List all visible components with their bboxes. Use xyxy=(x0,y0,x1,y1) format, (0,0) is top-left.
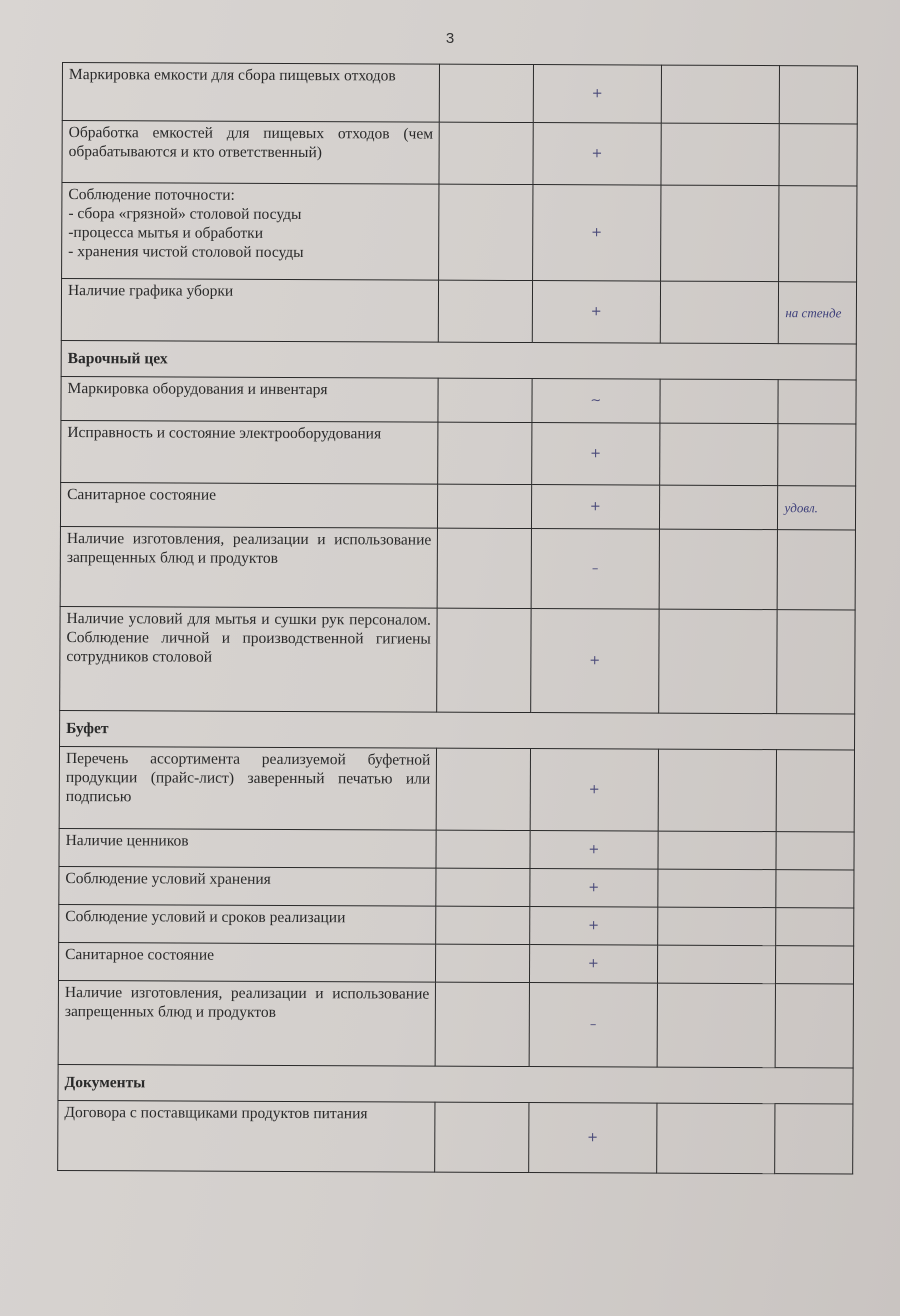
handwritten-note xyxy=(776,832,854,870)
check-mark: + xyxy=(533,123,661,186)
cell-empty xyxy=(435,982,529,1066)
cell-empty xyxy=(658,749,777,832)
cell-empty xyxy=(656,1103,775,1174)
cell-empty xyxy=(660,281,779,344)
table-row xyxy=(59,828,854,869)
item-text: Санитарное состояние xyxy=(58,942,436,982)
check-mark: + xyxy=(529,945,657,984)
cell-empty xyxy=(435,1102,529,1172)
check-mark: + xyxy=(532,423,660,486)
section-title: Буфет xyxy=(60,710,855,749)
table-row xyxy=(60,526,855,609)
check-mark: + xyxy=(533,65,661,124)
cell-empty xyxy=(439,122,533,184)
table-row xyxy=(61,279,856,344)
cell-empty xyxy=(658,831,777,870)
check-mark: + xyxy=(531,485,659,530)
table-row xyxy=(59,904,854,945)
cell-empty xyxy=(436,944,530,982)
item-text: Соблюдение условий хранения xyxy=(59,866,437,906)
item-text: Соблюдение поточности: - сбора «грязной» столовой посуды -процесса мытья и обработки - хранения чистой столовой посуды xyxy=(62,183,440,281)
handwritten-note: удовл. xyxy=(778,486,856,530)
table-row xyxy=(62,183,857,282)
item-text: Соблюдение условий и сроков реализации xyxy=(59,904,437,944)
item-text: Наличие изготовления, реализации и использование запрещенных блюд и продуктов xyxy=(58,980,436,1066)
cell-empty xyxy=(657,907,776,946)
item-text: Исправность и состояние электрооборудования xyxy=(61,420,439,484)
handwritten-note xyxy=(776,946,854,984)
cell-empty xyxy=(438,484,532,528)
cell-empty xyxy=(658,609,777,714)
cell-empty xyxy=(440,64,534,122)
table-row xyxy=(58,980,853,1067)
table-row xyxy=(60,482,855,529)
page-number: 3 xyxy=(445,30,455,47)
item-text: Наличие графика уборки xyxy=(61,279,439,343)
inspection-table xyxy=(57,62,858,1174)
cell-empty xyxy=(661,65,780,124)
check-mark: + xyxy=(531,609,659,714)
check-mark: + xyxy=(530,907,658,946)
table-row xyxy=(58,942,853,983)
table-row xyxy=(62,63,857,124)
item-text: Наличие условий для мытья и сушки рук персоналом. Соблюдение личной и производственной гигиены сотрудников столовой xyxy=(60,606,438,712)
cell-empty xyxy=(661,123,780,186)
check-mark: + xyxy=(530,831,658,870)
cell-empty xyxy=(436,830,530,868)
item-text: Обработка емкостей для пищевых отходов (чем обрабатываются и кто ответственный) xyxy=(62,121,440,185)
section-title: Варочный цех xyxy=(61,340,856,379)
handwritten-note xyxy=(778,530,856,610)
cell-empty xyxy=(657,945,776,984)
table-row xyxy=(62,121,857,186)
section-header xyxy=(58,1064,853,1103)
handwritten-note xyxy=(775,1104,853,1174)
cell-empty xyxy=(437,608,531,712)
handwritten-note: на стенде xyxy=(779,282,857,344)
cell-empty xyxy=(437,528,531,608)
handwritten-note xyxy=(778,424,856,486)
cell-empty xyxy=(437,748,531,830)
cell-empty xyxy=(660,185,779,282)
check-mark: + xyxy=(532,185,660,282)
handwritten-note xyxy=(780,66,858,124)
cell-empty xyxy=(439,280,533,342)
section-title: Документы xyxy=(58,1064,853,1103)
check-mark: + xyxy=(530,869,658,908)
cell-empty xyxy=(438,378,532,422)
cell-empty xyxy=(659,529,778,610)
cell-empty xyxy=(657,983,776,1068)
item-text: Перечень ассортимента реализуемой буфетной продукции (прайс-лист) заверенный печатью или подписью xyxy=(59,746,437,830)
item-text: Маркировка оборудования и инвентаря xyxy=(61,376,439,422)
check-mark: + xyxy=(532,281,660,344)
item-text: Наличие ценников xyxy=(59,828,437,868)
item-text: Наличие изготовления, реализации и использование запрещенных блюд и продуктов xyxy=(60,526,438,608)
cell-empty xyxy=(659,485,778,530)
cell-empty xyxy=(436,906,530,944)
section-header xyxy=(60,710,855,749)
handwritten-note xyxy=(777,750,855,832)
check-mark: – xyxy=(531,529,659,610)
cell-empty xyxy=(658,869,777,908)
cell-empty xyxy=(438,422,532,484)
cell-empty xyxy=(659,423,778,486)
check-mark: + xyxy=(530,749,658,832)
item-text: Маркировка емкости для сбора пищевых отходов xyxy=(62,63,440,123)
handwritten-note xyxy=(776,908,854,946)
check-mark: + xyxy=(529,1103,657,1174)
handwritten-note xyxy=(778,380,856,424)
item-text: Договора с поставщиками продуктов питания xyxy=(58,1100,436,1172)
handwritten-note xyxy=(779,186,857,282)
check-mark: – xyxy=(529,983,657,1068)
table-row xyxy=(58,1100,853,1173)
section-header xyxy=(61,340,856,379)
handwritten-note xyxy=(777,610,855,714)
cell-empty xyxy=(439,184,533,280)
cell-empty xyxy=(436,868,530,906)
table-row xyxy=(59,746,854,831)
cell-empty xyxy=(660,379,779,424)
table-row xyxy=(60,606,855,713)
handwritten-note xyxy=(776,984,854,1068)
table-row xyxy=(61,420,856,485)
table-row xyxy=(59,866,854,907)
handwritten-note xyxy=(776,870,854,908)
check-mark: ~ xyxy=(532,379,660,424)
item-text: Санитарное состояние xyxy=(60,482,438,528)
table-row xyxy=(61,376,856,423)
handwritten-note xyxy=(779,124,857,186)
